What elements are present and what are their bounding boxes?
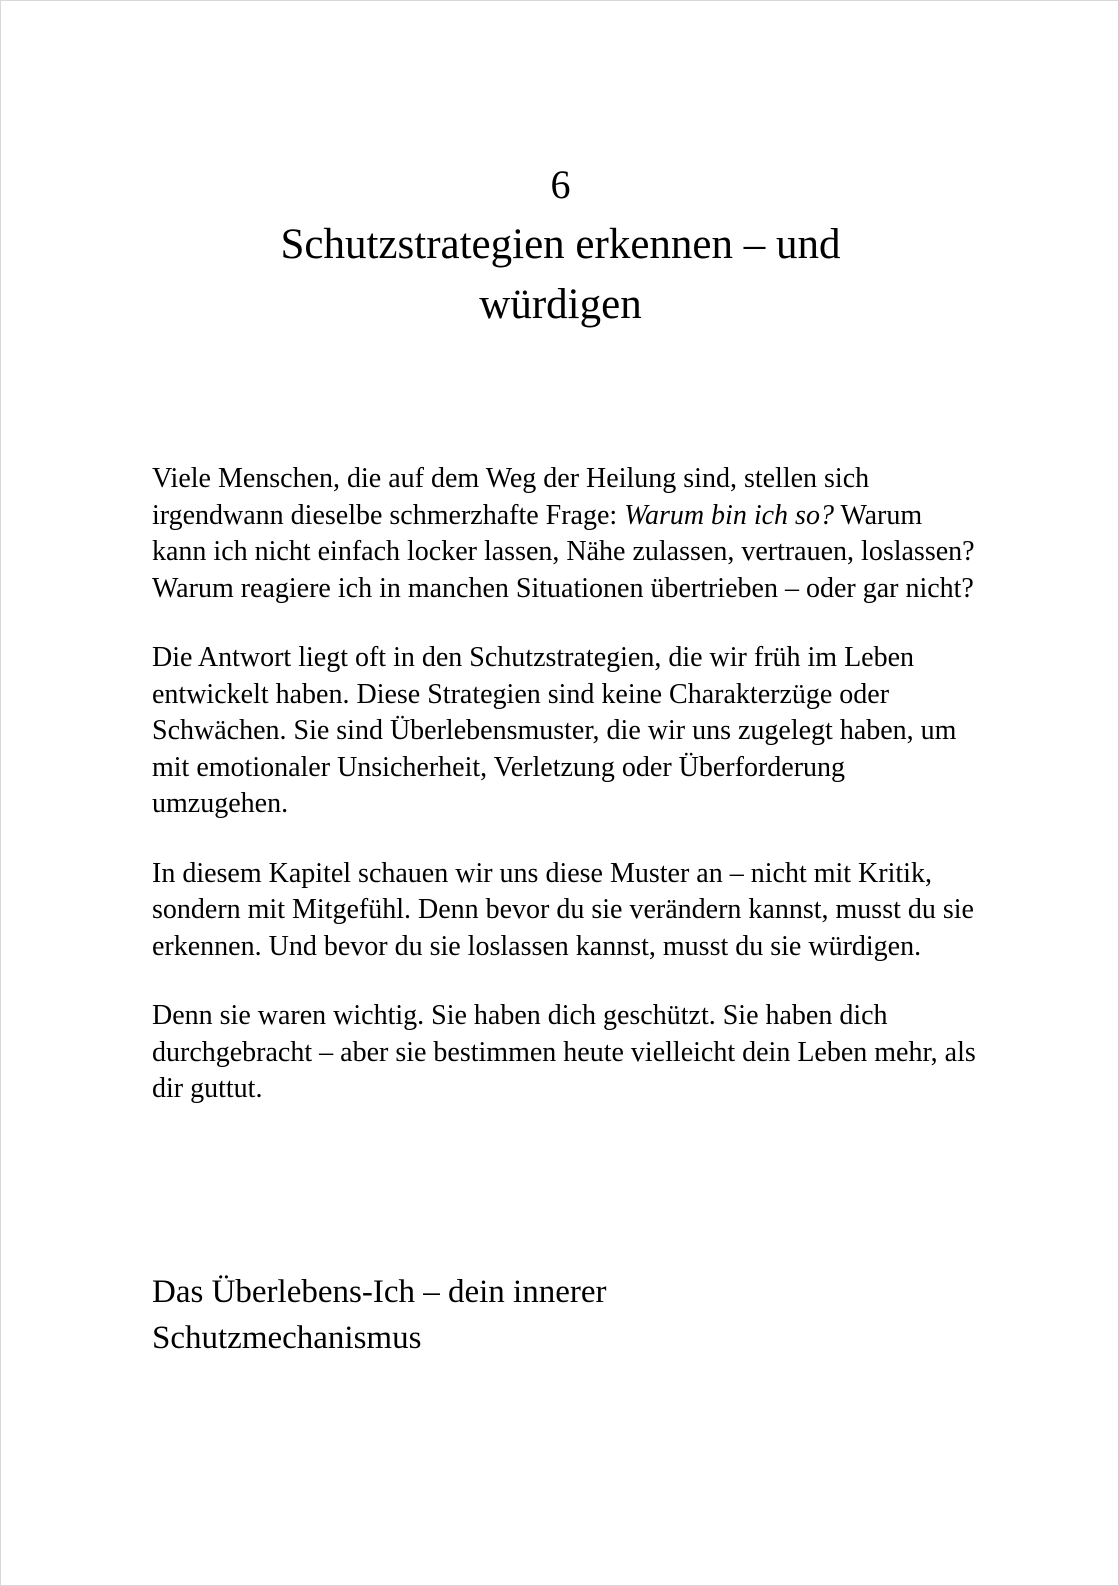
paragraph-1-end: Warum kann ich nicht einfach locker lassen, Nähe zulassen, vertrauen, loslassen? Warum reagiere ich in manchen Situationen übertrieben – oder gar nicht? xyxy=(152,499,975,604)
section-subheading: Das Überlebens-Ich – dein innerer Schutzmechanismus xyxy=(152,1274,607,1356)
paragraph-2: Die Antwort liegt oft in den Schutzstrategien, die wir früh im Leben entwickelt haben. Diese Strategien sind keine Charakterzüge oder Schwächen. Sie sind Überlebensmuster, die wir uns zugelegt haben, um mit emotionaler Unsicherheit, Verletzung oder Überforderung umzugehen. xyxy=(152,642,957,819)
chapter-number: 6 xyxy=(550,162,571,207)
chapter-body xyxy=(152,461,982,1141)
paragraph-1 xyxy=(152,461,982,607)
paragraph-4: Denn sie waren wichtig. Sie haben dich geschützt. Sie haben dich durchgebracht – aber sie bestimmen heute vielleicht dein Leben mehr, als dir guttut. xyxy=(152,1000,976,1104)
chapter-title: Schutzstrategien erkennen – und würdigen xyxy=(280,221,841,328)
paragraph-1-emphasis: Warum bin ich so? xyxy=(624,499,834,531)
chapter-header xyxy=(1,161,1119,335)
paragraph-3: In diesem Kapitel schauen wir uns diese Muster an – nicht mit Kritik, sondern mit Mitgefühl. Denn bevor du sie verändern kannst, musst du sie erkennen. Und bevor du sie loslassen kannst, musst du sie würdigen. xyxy=(152,857,974,962)
paragraph-1-start: Viele Menschen, die auf dem Weg der Heilung sind, stellen sich irgendwann dieselbe schmerzhafte Frage: xyxy=(152,463,870,531)
